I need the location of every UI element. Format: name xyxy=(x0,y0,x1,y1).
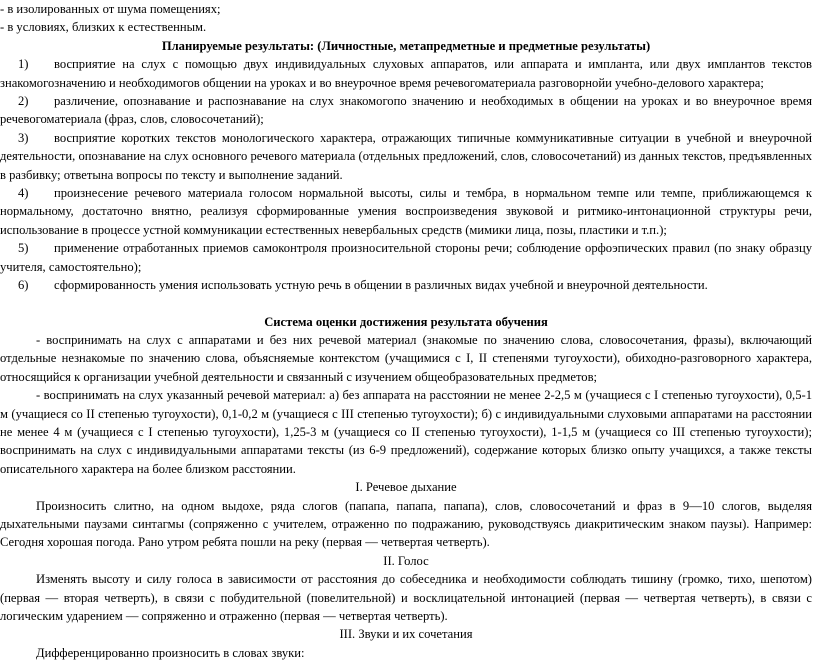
result-item xyxy=(0,276,812,294)
section-title-sounds: III. Звуки и их сочетания xyxy=(339,627,473,642)
result-number: 1) xyxy=(18,57,29,72)
bullet-line: - в условиях, близких к естественным. xyxy=(0,20,207,35)
section-title-breathing: I. Речевое дыхание xyxy=(355,480,457,495)
result-item xyxy=(0,239,812,276)
result-number: 2) xyxy=(18,94,29,109)
spacer xyxy=(0,295,812,313)
evaluation-paragraph: - воспринимать на слух с аппаратами и без них речевой материал (знакомые по значению слова, словосочетания, фразы), включающий отдельные незнакомые по значению слова, объясняемые контекстом (учащимися с I, II степенями тугоухости), обиходно-разговорного характера, относящийся к организации учебной деятельности и связанный с изучением общеобразовательных предметов; xyxy=(0,332,812,384)
result-text: применение отработанных приемов самоконтроля произносительной стороны речи; соблюдение орфоэпических правил (по знаку образцу учителя, самостоятельно); xyxy=(0,241,812,274)
result-item xyxy=(0,129,812,184)
result-number: 5) xyxy=(18,241,29,256)
section-text-sounds: Дифференцированно произносить в словах звуки: xyxy=(36,645,305,660)
result-text: произнесение речевого материала голосом нормальной высоты, силы и тембра, в нормальном темпе или темпе, приближающемся к нормальному, достаточно внятно, реализуя сформированные умения воспроизведения звуковой и ритмико-интонационной структуры речи, использование в процессе устной коммуникации естественных невербальных средств (мимики лица, позы, пластики и т.п.); xyxy=(0,186,812,237)
bullet-line: - в изолированных от шума помещениях; xyxy=(0,2,221,16)
evaluation-heading: Система оценки достижения результата обучения xyxy=(264,314,548,329)
section-text-breathing: Произносить слитно, на одном выдохе, ряда слогов (папапа, папапа, папапа), слов, словосочетаний и фраз в 9—10 слогов, выделяя дыхательными паузами синтагмы (сопряженно с учителем, отраженно по подражанию, руководствуясь диакритическим знаком паузы). Например: Сегодня хорошая погода. Рано утром ребята пошли на реку (первая — четвертая четверть). xyxy=(0,498,812,550)
result-item xyxy=(0,55,812,92)
result-text: различение, опознавание и распознавание на слух знакомогопо значению и необходимых в общении на уроках и во внеурочное время речевогоматериала (фраз, слов, словосочетаний); xyxy=(0,94,812,127)
section-title-voice: II. Голос xyxy=(383,553,429,568)
evaluation-paragraph: - воспринимать на слух указанный речевой материал: а) без аппарата на расстоянии не менее 2-2,5 м (учащиеся с I степенью тугоухости), 0,5-1 м (учащиеся со II степенью тугоухости), 0,1-0,2 м (учащиеся с III степенью тугоухости); б) с индивидуальными слуховыми аппаратами на расстоянии не менее 4 м (учащиеся с I степенью тугоухости), 1,25-3 м (учащиеся со II степенью тугоухости), 1-1,5 м (учащиеся со III степенью тугоухости); воспринимать на слух с индивидуальными аппаратами тексты (из 6-9 предложений), содержание которых близко опыту учащихся, а также тексты описательного характера на более близком расстоянии. xyxy=(0,388,812,476)
result-number: 4) xyxy=(18,186,29,201)
result-item xyxy=(0,184,812,239)
result-number: 6) xyxy=(18,278,29,293)
results-heading: Планируемые результаты: (Личностные, метапредметные и предметные результаты) xyxy=(161,38,651,53)
result-number: 3) xyxy=(18,130,29,145)
result-text: сформированность умения использовать устную речь в общении в различных видах учебной и внеурочной деятельности. xyxy=(54,278,708,293)
result-text: восприятие на слух с помощью двух индивидуальных слуховых аппаратов, или аппарата и импланта, или двух имплантов текстов знакомогозначению и необходимогов общении на уроках и во внеурочное время речевогоматериала разговорнойи учебно-делового характера; xyxy=(0,57,812,90)
result-text: восприятие коротких текстов монологического характера, отражающих типичные коммуникативные ситуации в учебной и внеурочной деятельности, опознавание на слух основного речевого материала (отдельных предложений, слов, словосочетаний) из данных текстов, предъявленных в разбивку; ответына вопросы по тексту и выполнение заданий. xyxy=(0,130,812,182)
result-item xyxy=(0,92,812,129)
section-text-voice: Изменять высоту и силу голоса в зависимости от расстояния до собеседника и необходимости соблюдать тишину (громко, тихо, шепотом) (первая — вторая четверть), в связи с побудительной (повелительной) и восклицательной интонацией (первая — четвертая четверть), в связи с логическим ударением — сопряженно и отраженно (первая — четвертая четверть). xyxy=(0,572,812,623)
